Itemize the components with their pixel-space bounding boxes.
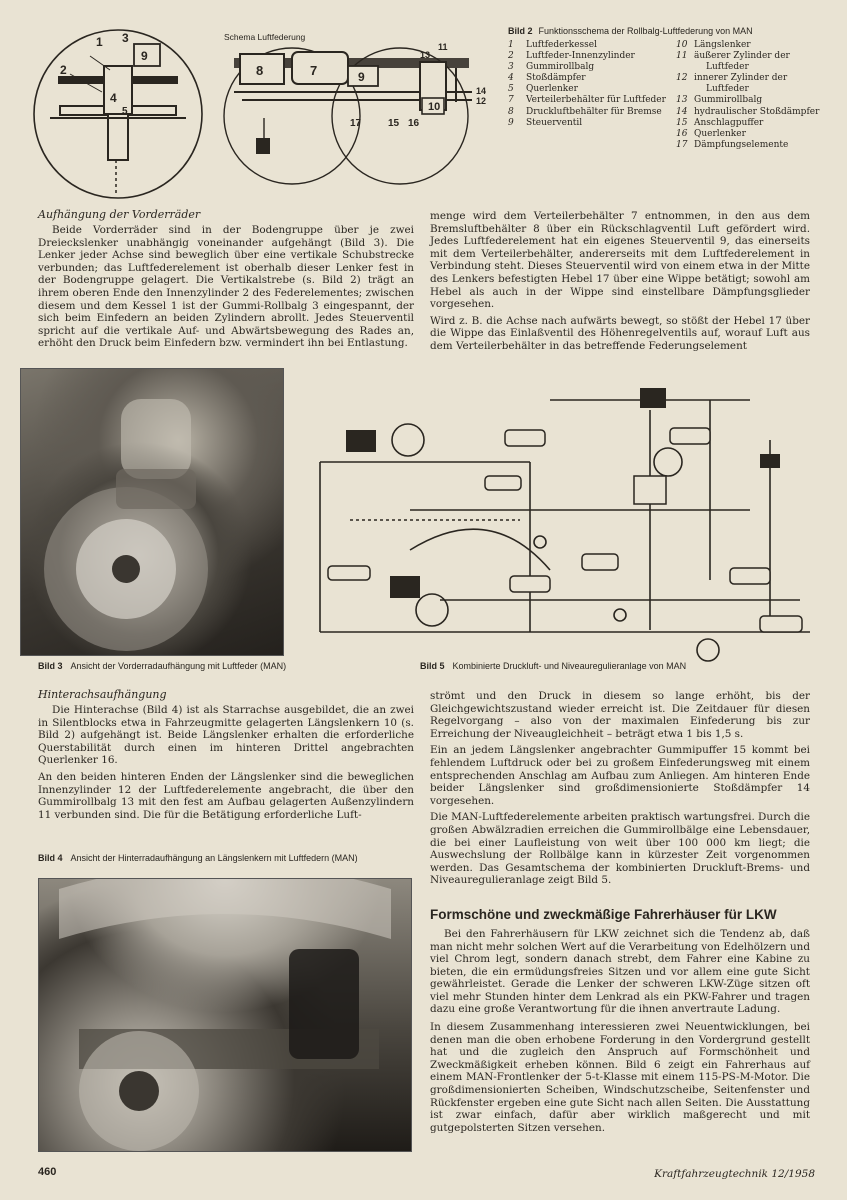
- fig2-schema-label: Schema Luftfederung: [224, 32, 306, 42]
- legend-item-text: Dämpfungselemente: [694, 139, 789, 150]
- heading-front-suspension: Aufhängung der Vorderräder: [38, 208, 201, 221]
- figure-4-photo: [38, 878, 412, 1152]
- legend-item: [676, 129, 826, 140]
- legend-item: [676, 40, 826, 51]
- legend-item: [676, 107, 826, 118]
- legend-item-number: 7: [508, 95, 514, 106]
- paragraph: Wird z. B. die Achse nach aufwärts bewegt, so stößt der Hebel 17 über die Wippe das Einlaßventil des Höhenregelventils auf, worauf Luft aus dem Verteilerbehälter in das betreffende Federungselement: [430, 314, 810, 352]
- paragraph: strömt und den Druck in diesem so lange erhöht, bis der Gleichgewichtszustand wieder erreicht ist. Die Zeitdauer für diesen Regelvorgang – also von der maximalen Einfederung bis zur Erreichung der Niveaugleichheit – beträgt etwa 1 bis 1,5 s.: [430, 690, 810, 740]
- legend-item-text: Druckluftbehälter für Bremse: [526, 106, 662, 117]
- fig2-left-label: 2: [60, 63, 67, 77]
- figure-5-diagram: [290, 380, 832, 662]
- fig2-left-label: 1: [96, 35, 103, 49]
- legend-item-number: 12: [676, 73, 688, 84]
- legend-item-text: hydraulischer Stoßdämpfer: [694, 106, 820, 117]
- figure-5-caption-text: Kombinierte Druckluft- und Niveauregulieranlage von MAN: [452, 661, 687, 671]
- legend-item-text: Stoßdämpfer: [526, 73, 586, 84]
- figure-4-caption-text: Ansicht der Hinterradaufhängung an Längslenkern mit Luftfedern (MAN): [70, 853, 358, 863]
- paragraph: Bei den Fahrerhäusern für LKW zeichnet sich die Tendenz ab, daß man nicht mehr solchen Wert auf die Verarbeitung von Edelhölzern und viel Chrom legt, sondern danach strebt, dem Fahrer eine Kabine zu bieten, die ein ermüdungsfreies Sitzen und vor allem eine gute Sicht gewährleistet. Gerade die Lenker der schweren LKW-Züge sitzen oft viel mehr Stunden hinter dem Lenkrad als ein PKW-Fahrer und tragen dazu eine große Verantwortung für die ihnen anvertraute Ladung.: [430, 927, 810, 1016]
- legend-item: [508, 40, 668, 51]
- legend-item-text: Querlenker: [694, 128, 746, 139]
- figure-2-caption: [508, 26, 828, 36]
- figure-2-legend: [508, 26, 828, 151]
- legend-item-number: 1: [508, 40, 514, 50]
- paragraph: Ein an jedem Längslenker angebrachter Gummipuffer 15 kommt bei fehlendem Luftdruck oder bei zu großem Einfederungsweg mit einem entsprechenden Anschlag am Aufbau zum Anliegen. Am hinteren Ende beider Längslenker sind großdimensionierte Stoßdämpfer 14 vorgesehen.: [430, 744, 810, 807]
- legend-item-text: Gummirollbalg: [694, 95, 763, 106]
- legend-item-number: 9: [508, 117, 514, 128]
- legend-item-number: 14: [676, 106, 688, 117]
- legend-item-text: Luftfeder-Innenzylinder: [526, 51, 635, 62]
- legend-item-number: 10: [676, 40, 688, 50]
- legend-item-number: 16: [676, 128, 688, 139]
- legend-item: [676, 118, 826, 129]
- fig2-right-label: 15: [388, 118, 400, 129]
- figure-2-legend-right: [676, 40, 826, 151]
- column-left-top: [38, 208, 414, 350]
- legend-item-text: Gummirollbalg: [526, 62, 595, 73]
- fig2-right-label: 8: [256, 63, 264, 78]
- figure-5-caption-label: Bild 5: [420, 661, 445, 671]
- figure-4-caption: [38, 853, 418, 864]
- legend-item-number: 8: [508, 106, 514, 117]
- legend-item: [508, 62, 668, 73]
- legend-item-text: äußerer Zylinder der Luftfeder: [694, 51, 790, 73]
- paragraph: In diesem Zusammenhang interessieren zwei Neuentwicklungen, bei denen man die oben erhobene Forderung in den Vordergrund gestellt hat und die zugleich den Anspruch auf Formschönheit und Zweckmäßigkeit erheben können. Bild 6 zeigt ein Fahrerhaus auf einem MAN-Frontlenker der 5-t-Klasse mit einem 115-PS-M-Motor. Die großdimensionierten Scheiben, Windschutzscheibe, Seitenfenster und Rückfenster ergeben eine gute Sicht nach allen Seiten. Die Ausstattung ist zwar einfach, dafür aber wirklich maßgerecht und mit gutgepolsterten Sitzen versehen.: [430, 1021, 810, 1134]
- figure-2-right-drawing: [222, 28, 500, 188]
- legend-item-number: 15: [676, 117, 688, 128]
- figure-2-caption-text: Funktionsschema der Rollbalg-Luftfederung von MAN: [538, 26, 753, 36]
- legend-item: [676, 51, 826, 73]
- legend-item-number: 4: [508, 73, 514, 84]
- paragraph: Die Hinterachse (Bild 4) ist als Starrachse ausgebildet, die an zwei in Silentblocks etwa in Fahrzeugmitte gelagerten Längslenkern 10 (s. Bild 2) aufgehängt ist. Beide Längslenker erhalten die erforderliche Querstabilität durch einen im hinteren Drittel angebrachten Querlenker 16.: [38, 704, 414, 767]
- legend-item: [676, 73, 826, 95]
- fig2-right-label: 17: [350, 118, 362, 129]
- legend-item: [508, 73, 668, 84]
- legend-item-text: Luftfederkessel: [526, 40, 597, 50]
- figure-3-caption-text: Ansicht der Vorderradaufhängung mit Luftfeder (MAN): [70, 661, 287, 671]
- legend-item-number: 17: [676, 139, 688, 150]
- heading-rear-axle: Hinterachsaufhängung: [38, 688, 167, 701]
- column-right-middle: [430, 690, 810, 1134]
- fig2-right-label: 11: [438, 42, 448, 52]
- figure-5-caption: [420, 661, 820, 672]
- column-right-top: [430, 210, 810, 353]
- legend-item: [508, 107, 668, 118]
- legend-item-text: Steuerventil: [526, 117, 583, 128]
- legend-item: [508, 84, 668, 95]
- fig2-right-label: 7: [310, 63, 318, 78]
- figure-2-legend-left: [508, 40, 668, 151]
- fig2-left-label: 3: [122, 31, 129, 45]
- figure-4-caption-label: Bild 4: [38, 853, 63, 863]
- paragraph: Beide Vorderräder sind in der Bodengruppe über je zwei Dreieckslenker unabhängig voneinander aufgehängt (Bild 3). Die Lenker jeder Achse sind beweglich über eine vertikale Schubstrecke verbunden; das Luftfederelement ist oberhalb dieser Lenker fest in der Bodengruppe gelagert. Die Vertikalstrebe (s. Bild 2) trägt an ihrem oberen Ende den Innenzylinder 2 des Federelementes; zwischen diesem und dem Kessel 1 ist der Gummi-Rollbalg 3 eingespannt, der sich beim Einfedern an beiden Zylindern abrollt. Jedes Steuerventil spricht auf die vertikale Auf- und Abwärtsbewegung des Rades an, erhöht den Druck beim Einfedern bzw. vermindert ihn bei Entlastung.: [38, 224, 414, 350]
- wheel-hub-drawing: [21, 369, 283, 655]
- legend-item-text: Anschlagpuffer: [694, 117, 764, 128]
- figure-3-photo: [20, 368, 284, 656]
- fig2-right-label: 14: [476, 86, 487, 96]
- heading-truck-cabs: Formschöne und zweckmäßige Fahrerhäuser für LKW: [430, 906, 777, 922]
- figure-2-caption-label: Bild 2: [508, 26, 533, 36]
- legend-item: [508, 95, 668, 106]
- fig2-right-label: 16: [408, 118, 420, 129]
- figure-3-caption-label: Bild 3: [38, 661, 63, 671]
- legend-item-text: Längslenker: [694, 40, 751, 50]
- column-left-middle: [38, 688, 414, 821]
- legend-item-number: 11: [676, 51, 688, 62]
- paragraph: An den beiden hinteren Enden der Längslenker sind die beweglichen Innenzylinder 12 der Luftfederelemente angebracht, die über den Gummirollbalg 13 mit den fest am Aufbau gelagerten Außenzylindern 11 verbunden sind. Die für die Betätigung erforderliche Luft-: [38, 770, 414, 821]
- paragraph: menge wird dem Verteilerbehälter 7 entnommen, in den aus dem Bremsluftbehälter 8 über ein Rückschlagventil Luft gefördert wird. Jedes Luftfederelement hat ein eigenes Steuerventil 9, das einerseits mit dem Verteilerbehälter, andererseits mit dem Luftfederelement in Verbindung steht. Dieses Steuerventil wird von einem etwa in der Mitte des Lenkers befestigten Hebel 17 über eine Wippe betätigt; sowohl am Hebel als auch in der Wippe sind einstellbare Dämpfungsglieder vorgesehen.: [430, 210, 810, 311]
- legend-item: [508, 118, 668, 129]
- fig2-left-label: 4: [110, 91, 117, 105]
- journal-reference: Kraftfahrzeugtechnik 12/1958: [654, 1168, 815, 1180]
- legend-item-number: 3: [508, 62, 514, 73]
- legend-item: [676, 140, 826, 151]
- legend-item-text: Querlenker: [526, 84, 578, 95]
- legend-item-number: 13: [676, 95, 688, 106]
- page-number: 460: [38, 1166, 57, 1178]
- legend-item-text: Verteilerbehälter für Luftfeder: [526, 95, 666, 106]
- legend-item-number: 5: [508, 84, 514, 95]
- figure-3-caption: [38, 661, 398, 672]
- legend-item: [508, 51, 668, 62]
- legend-item: [676, 95, 826, 106]
- fig2-right-label: 9: [358, 70, 365, 84]
- fig2-right-label: 12: [476, 96, 487, 106]
- fig2-left-label: 9: [141, 49, 148, 63]
- figure-2-left-drawing: [30, 22, 205, 202]
- fig2-right-label: 13: [420, 50, 431, 60]
- legend-item-number: 2: [508, 51, 514, 62]
- rear-suspension-drawing: [39, 879, 411, 1151]
- paragraph: Die MAN-Luftfederelemente arbeiten praktisch wartungsfrei. Durch die großen Abwälzradien erreichen die Gummirollbälge eine Lebensdauer, die bei einer Laufleistung von weit über 100 000 km liegt; die Auswechslung der Rollbälge kann in kürzester Zeit vorgenommen werden. Das Gesamtschema der kombinierten Druckluft-Brems- und Niveauregulieranlage zeigt Bild 5.: [430, 811, 810, 887]
- legend-item-text: innerer Zylinder der Luftfeder: [694, 73, 788, 95]
- fig2-right-label: 10: [428, 101, 441, 113]
- fig2-left-label: 5: [122, 106, 128, 117]
